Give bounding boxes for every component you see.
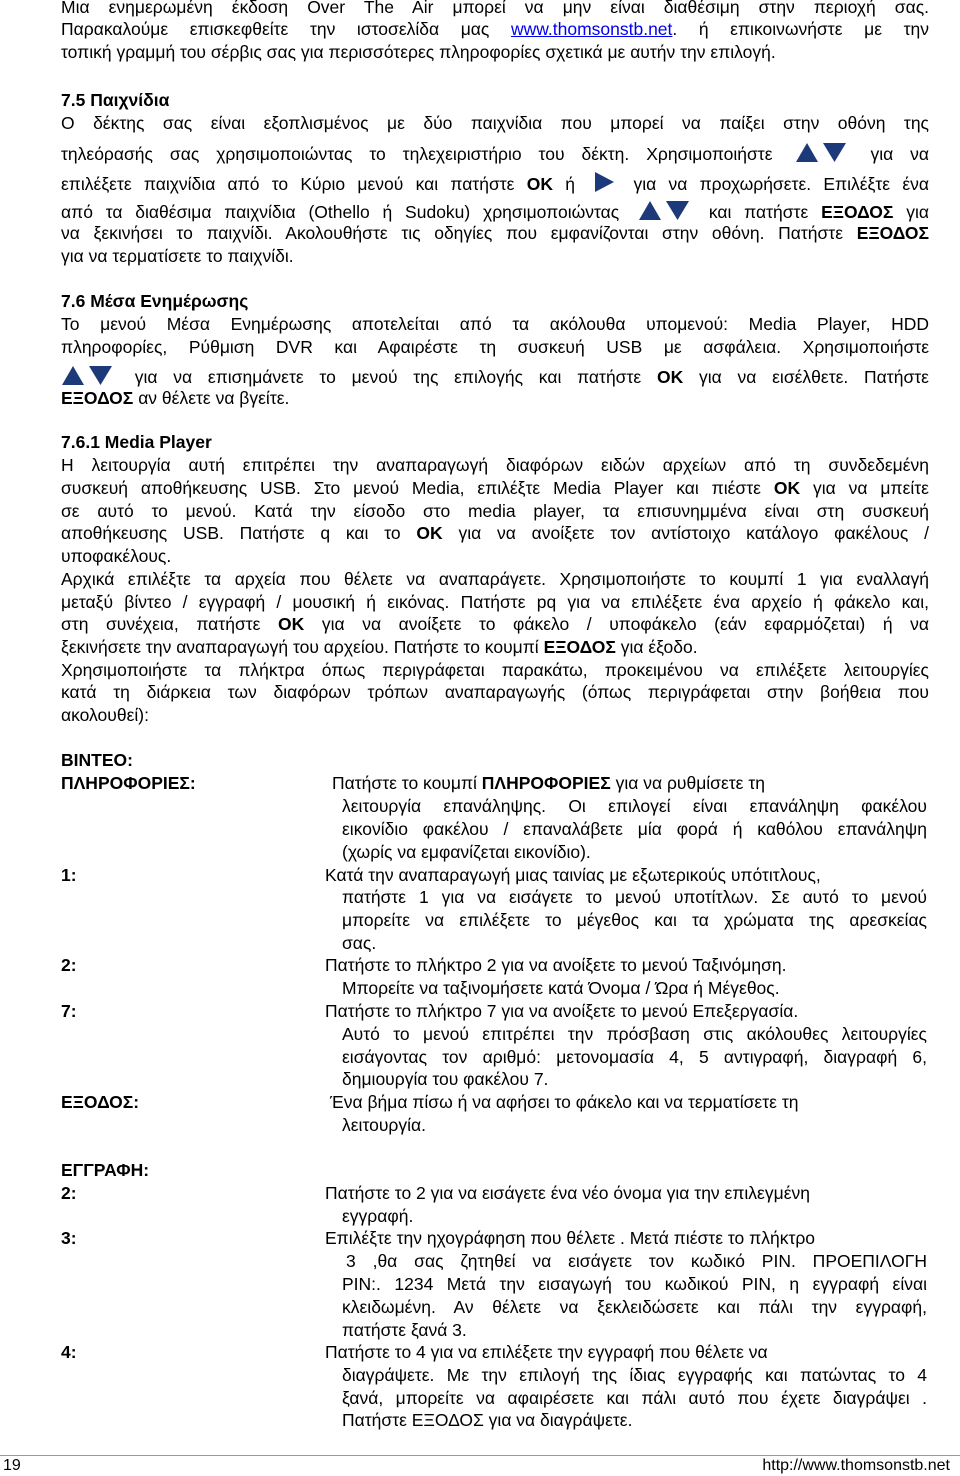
key-desc-1-line-3: μπορείτε να επιλέξετε το μέγεθος και τα χρώματα της αρεσκείας bbox=[342, 910, 927, 930]
key-desc-7-line-1: Πατήστε το πλήκτρο 7 για να ανοίξετε το μενού Επεξεργασία. bbox=[325, 1001, 799, 1021]
record-key-desc-2-line-1: Πατήστε το 2 για να εισάγετε ένα νέο όνομα για την επιλεγμένη bbox=[325, 1183, 810, 1203]
player-line-6: Αρχικά επιλέξτε τα αρχεία που θέλετε να αναπαράγετε. Χρησιμοποιήστε το κουμπί 1 για εναλλαγή bbox=[61, 569, 929, 589]
record-key-label-4: 4: bbox=[61, 1342, 77, 1362]
intro-line-3: τοπική γραμμή του σέρβις σας για περισσότερες πληροφορίες σχετικά με αυτήν την επιλογή. bbox=[61, 42, 776, 62]
key-label-exit: ΕΞΟΔΟΣ: bbox=[61, 1092, 140, 1112]
player-line-9: ξεκινήσετε την αναπαραγωγή του αρχείου. Πατήστε το κουμπί ΕΞΟΔΟΣ για έξοδο. bbox=[61, 637, 698, 657]
player-line-4: αποθήκευσης USB. Πατήστε q και το OK για να ανοίξετε τον αντίστοιχο κατάλογο φακέλους / bbox=[61, 523, 929, 543]
media-line-2: πληροφορίες, Ρύθμιση DVR και Αφαιρέστε τη συσκευή USB με ασφάλεια. Χρησιμοποιήστε bbox=[61, 337, 929, 357]
player-line-3: σε αυτό το μενού. Κατά την είσοδο στο media player, τα επισυνημμένα είναι στη συσκευή bbox=[61, 501, 929, 521]
key-desc-1-line-1: Κατά την αναπαραγωγή μιας ταινίας με εξωτερικούς υπότιτλους, bbox=[325, 865, 821, 885]
record-key-desc-4-line-1: Πατήστε το 4 για να επιλέξετε την εγγραφή που θέλετε να bbox=[325, 1342, 768, 1362]
key-desc-info-line-3: εικονίδιο φακέλου / επαναλάβετε μία φορά ή καθόλου επανάληψη bbox=[342, 819, 927, 839]
record-key-desc-3-line-2: 3 ,θα σας ζητηθεί να εισάγετε τον κωδικό PIN. ΠΡΟΕΠΙΛΟΓΗ bbox=[346, 1251, 927, 1271]
player-line-2: συσκευή αποθήκευσης USB. Στο μενού Media, επιλέξτε Media Player και πιέστε OK για να μπείτε bbox=[61, 478, 929, 498]
record-key-desc-3-line-4: κλειδωμένη. Αν θέλετε να ξεκλειδώσετε και πάλι την εγγραφή, bbox=[342, 1297, 927, 1317]
key-desc-7-line-3: εισάγοντας τον αριθμό: μετονομασία 4, 5 αντιγραφή, διαγραφή 6, bbox=[342, 1047, 927, 1067]
key-desc-exit-line-1: Ένα βήμα πίσω ή να αφήσει το φάκελο και να τερματίσετε τη bbox=[330, 1092, 799, 1112]
record-key-label-2: 2: bbox=[61, 1183, 77, 1203]
record-heading: ΕΓΓΡΑΦΗ: bbox=[61, 1160, 150, 1180]
key-desc-1-line-2: πατήστε 1 για να εισάγετε το μενού υποτίτλων. Σε αυτό το μενού bbox=[342, 887, 927, 907]
games-line-1: Ο δέκτης σας είναι εξοπλισμένος με δύο παιχνίδια που μπορεί να παίξει στην οθόνη της bbox=[61, 113, 929, 133]
key-desc-info-line-1: Πατήστε το κουμπί ΠΛΗΡΟΦΟΡΙΕΣ για να ρυθμίσετε τη bbox=[332, 773, 765, 793]
right-arrow-icon bbox=[593, 171, 615, 198]
key-desc-info-line-4: (χωρίς να εμφανίζεται εικονίδιο). bbox=[342, 842, 591, 862]
games-line-5: να ξεκινήσει το παιχνίδι. Ακολουθήστε τις οδηγίες που εμφανίζονται στην οθόνη. Πατήστε ΕΞΟΔΟΣ bbox=[61, 223, 929, 243]
player-line-7: μεταξύ βίντεο / εγγραφή / μουσική ή εικόνας. Πατήστε pq για να επιλέξετε ένα αρχείο ή φάκελο και, bbox=[61, 592, 929, 612]
media-line-3: για να επισημάνετε το μενού της επιλογής και πατήστε OK για να εισέλθετε. Πατήστε bbox=[61, 364, 929, 391]
footer-url[interactable]: http://www.thomsonstb.net bbox=[762, 1457, 950, 1474]
games-line-2: τηλεόρασής σας χρησιμοποιώντας το τηλεχειριστήριο του δέκτη. Χρησιμοποιήστε για να bbox=[61, 141, 929, 168]
key-label-2: 2: bbox=[61, 955, 77, 975]
key-label-7: 7: bbox=[61, 1001, 77, 1021]
games-line-6: για να τερματίσετε το παιχνίδι. bbox=[61, 246, 294, 266]
games-line-3: επιλέξετε παιχνίδια από το Κύριο μενού και πατήστε OK ή για να προχωρήσετε. Επιλέξτε ένα bbox=[61, 171, 929, 198]
record-key-desc-3-line-5: πατήστε ξανά 3. bbox=[342, 1320, 467, 1340]
record-key-desc-3-line-1: Επιλέξτε την ηχογράφηση που θέλετε . Μετά πιέστε το πλήκτρο bbox=[325, 1228, 816, 1248]
player-line-1: Η λειτουργία αυτή επιτρέπει την αναπαραγωγή διαφόρων ειδών αρχείων από τη συνδεδεμένη bbox=[61, 455, 929, 475]
player-line-5: υποφακέλους. bbox=[61, 546, 172, 566]
intro-line-2: Παρακαλούμε επισκεφθείτε την ιστοσελίδα μας www.thomsonstb.net. ή επικοινωνήστε με την bbox=[61, 19, 929, 39]
key-desc-info-line-2: λειτουργία επανάληψης. Οι επιλογεί είναι επανάληψη φακέλου bbox=[342, 796, 927, 816]
record-key-desc-4-line-2: διαγράψετε. Με την επιλογή της ίδιας εγγραφής και πατώντας το 4 bbox=[342, 1365, 927, 1385]
key-label-info: ΠΛΗΡΟΦΟΡΙΕΣ: bbox=[61, 773, 196, 793]
footer-divider bbox=[0, 1455, 960, 1456]
up-down-arrows-icon bbox=[795, 141, 847, 168]
page-number: 19 bbox=[3, 1457, 21, 1474]
video-heading: ΒΙΝΤΕΟ: bbox=[61, 750, 133, 770]
player-line-8: στη συνέχεια, πατήστε OK για να ανοίξετε το φάκελο / υποφάκελο (εάν εφαρμόζεται) ή να bbox=[61, 614, 929, 634]
section-heading-games: 7.5 Παιχνίδια bbox=[61, 90, 170, 110]
player-line-10: Χρησιμοποιήστε τα πλήκτρα όπως περιγράφεται παρακάτω, προκειμένου να επιλέξετε λειτουργίες bbox=[61, 660, 929, 680]
games-line-4: από τα διαθέσιμα παιχνίδια (Othello ή Sudoku) χρησιμοποιώντας και πατήστε ΕΞΟΔΟΣ για bbox=[61, 199, 929, 226]
key-label-1: 1: bbox=[61, 865, 77, 885]
website-link[interactable]: www.thomsonstb.net bbox=[510, 19, 673, 39]
key-desc-2-line-1: Πατήστε το πλήκτρο 2 για να ανοίξετε το μενού Ταξινόμηση. bbox=[325, 955, 787, 975]
record-key-desc-3-line-3: PIN:. 1234 Μετά την εισαγωγή του κωδικού PIN, η εγγραφή είναι bbox=[342, 1274, 927, 1294]
key-desc-exit-line-2: λειτουργία. bbox=[342, 1115, 426, 1135]
record-key-desc-4-line-4: Πατήστε ΕΞΟΔΟΣ για να διαγράψετε. bbox=[342, 1410, 633, 1430]
media-line-1: Το μενού Μέσα Ενημέρωσης αποτελείται από τα ακόλουθα υπομενού: Media Player, HDD bbox=[61, 314, 929, 334]
record-key-label-3: 3: bbox=[61, 1228, 77, 1248]
record-key-desc-4-line-3: ξανά, μπορείτε να αφαιρέσετε και πάλι αυτό που έχετε διαγράψει . bbox=[342, 1388, 927, 1408]
key-desc-1-line-4: σας. bbox=[342, 933, 377, 953]
key-desc-2-line-2: Μπορείτε να ταξινομήσετε κατά Όνομα / Ώρα ή Μέγεθος. bbox=[342, 978, 780, 998]
intro-line-1: Μια ενημερωμένη έκδοση Over The Air μπορεί να μην είναι διαθέσιμη στην περιοχή σας. bbox=[61, 0, 929, 17]
player-line-11: κατά τη διάρκεια των διαφόρων τρόπων αναπαραγωγής (όπως περιγράφεται στην βοήθεια που bbox=[61, 682, 929, 702]
record-key-desc-2-line-2: εγγραφή. bbox=[342, 1206, 414, 1226]
key-desc-7-line-2: Αυτό το μενού επιτρέπει την πρόσβαση στις ακόλουθες λειτουργίες bbox=[342, 1024, 927, 1044]
player-line-12: ακολουθεί): bbox=[61, 705, 149, 725]
section-heading-media: 7.6 Μέσα Ενημέρωσης bbox=[61, 291, 249, 311]
key-desc-7-line-4: δημιουργία του φακέλου 7. bbox=[342, 1069, 549, 1089]
section-heading-media-player: 7.6.1 Media Player bbox=[61, 432, 212, 452]
media-line-4: ΕΞΟΔΟΣ αν θέλετε να βγείτε. bbox=[61, 388, 290, 408]
